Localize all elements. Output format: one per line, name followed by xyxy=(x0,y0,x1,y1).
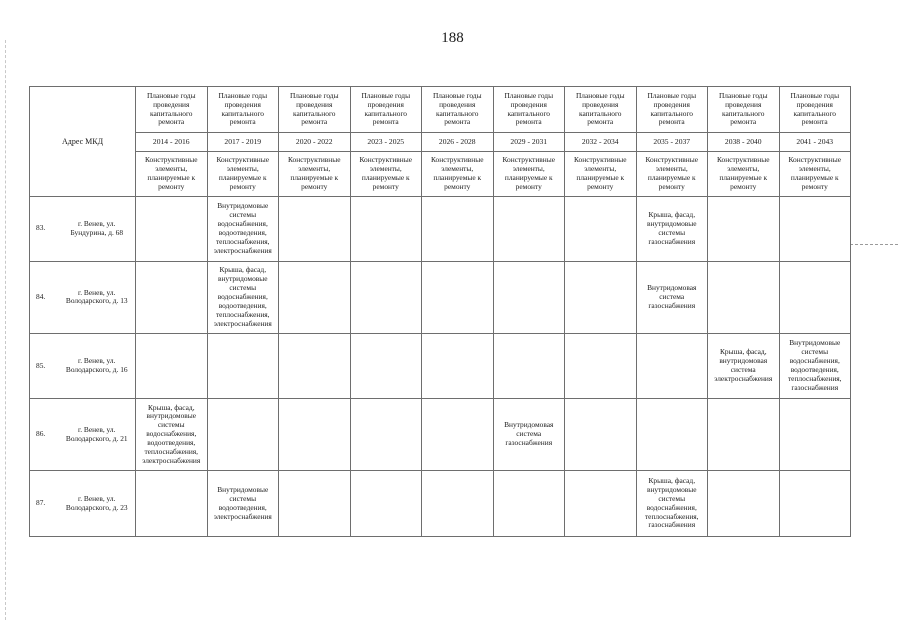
period-cell: 2035 - 2037 xyxy=(636,133,708,152)
period-cell: 2038 - 2040 xyxy=(708,133,780,152)
planned-years-header: Плановые годы проведения капитального ремонта xyxy=(779,87,851,133)
table-cell: Крыша, фасад, внутридомовая система электроснабжения xyxy=(708,334,780,399)
period-cell: 2029 - 2031 xyxy=(493,133,565,152)
row-address: г. Венев, ул. Володарского, д. 23 xyxy=(63,471,136,537)
table-cell xyxy=(422,197,494,262)
table-cell xyxy=(422,471,494,537)
planned-years-header: Плановые годы проведения капитального ремонта xyxy=(565,87,637,133)
table-cell: Крыша, фасад, внутридомовые системы водоснабжения, водоотведения, теплоснабжения, электроснабжения xyxy=(207,261,279,334)
table-cell xyxy=(779,261,851,334)
planned-years-header: Плановые годы проведения капитального ремонта xyxy=(136,87,208,133)
page-number: 188 xyxy=(441,30,464,46)
row-address: г. Венев, ул. Володарского, д. 13 xyxy=(63,261,136,334)
table-row xyxy=(30,398,851,471)
period-cell: 2017 - 2019 xyxy=(207,133,279,152)
table-cell xyxy=(493,471,565,537)
table-cell xyxy=(636,334,708,399)
table-row xyxy=(30,197,851,262)
table-cell xyxy=(565,197,637,262)
table-row xyxy=(30,334,851,399)
table-row xyxy=(30,471,851,537)
row-number: 87. xyxy=(30,471,63,537)
table-cell xyxy=(422,398,494,471)
table-cell xyxy=(350,261,422,334)
table-cell xyxy=(565,398,637,471)
table-cell xyxy=(136,471,208,537)
table-cell xyxy=(136,197,208,262)
elements-header: Конструктивные элементы, планируемые к ремонту xyxy=(279,152,351,197)
row-address: г. Венев, ул. Бундурина, д. 68 xyxy=(63,197,136,262)
period-cell: 2014 - 2016 xyxy=(136,133,208,152)
elements-header: Конструктивные элементы, планируемые к ремонту xyxy=(708,152,780,197)
table-cell: Внутридомовые системы водоотведения, электроснабжения xyxy=(207,471,279,537)
table-cell xyxy=(136,334,208,399)
period-cell: 2023 - 2025 xyxy=(350,133,422,152)
header-row-years xyxy=(30,87,851,133)
table-cell xyxy=(565,261,637,334)
row-address: г. Венев, ул. Володарского, д. 21 xyxy=(63,398,136,471)
row-number: 83. xyxy=(30,197,63,262)
table-cell: Внутридомовые системы водоснабжения, водоотведения, теплоснабжения, электроснабжения xyxy=(207,197,279,262)
table-cell xyxy=(565,334,637,399)
table-cell: Крыша, фасад, внутридомовые системы водоснабжения, теплоснабжения, газоснабжения xyxy=(636,471,708,537)
elements-header: Конструктивные элементы, планируемые к ремонту xyxy=(493,152,565,197)
table-cell xyxy=(422,334,494,399)
table-cell xyxy=(779,471,851,537)
period-cell: 2041 - 2043 xyxy=(779,133,851,152)
table-cell xyxy=(708,398,780,471)
table-cell xyxy=(350,197,422,262)
planned-years-header: Плановые годы проведения капитального ремонта xyxy=(708,87,780,133)
table-cell xyxy=(279,471,351,537)
address-header: Адрес МКД xyxy=(30,87,136,197)
table-cell xyxy=(350,398,422,471)
edge-mark xyxy=(850,244,898,245)
row-number: 86. xyxy=(30,398,63,471)
capital-repair-table xyxy=(29,86,851,537)
period-cell: 2032 - 2034 xyxy=(565,133,637,152)
header-row-elements xyxy=(30,152,851,197)
table-cell xyxy=(279,334,351,399)
table-cell xyxy=(708,471,780,537)
table-cell xyxy=(779,197,851,262)
table-cell: Крыша, фасад, внутридомовые системы водоснабжения, водоотведения, теплоснабжения, электроснабжения xyxy=(136,398,208,471)
table-cell xyxy=(493,261,565,334)
table-cell xyxy=(708,261,780,334)
period-cell: 2020 - 2022 xyxy=(279,133,351,152)
header-row-periods xyxy=(30,133,851,152)
row-address: г. Венев, ул. Володарского, д. 16 xyxy=(63,334,136,399)
table-cell xyxy=(136,261,208,334)
elements-header: Конструктивные элементы, планируемые к ремонту xyxy=(207,152,279,197)
table-cell xyxy=(350,334,422,399)
planned-years-header: Плановые годы проведения капитального ремонта xyxy=(636,87,708,133)
planned-years-header: Плановые годы проведения капитального ремонта xyxy=(350,87,422,133)
table-cell xyxy=(493,197,565,262)
row-number: 84. xyxy=(30,261,63,334)
table-cell: Внутридомовая система газоснабжения xyxy=(636,261,708,334)
table-cell xyxy=(422,261,494,334)
table-cell xyxy=(207,398,279,471)
elements-header: Конструктивные элементы, планируемые к ремонту xyxy=(350,152,422,197)
planned-years-header: Плановые годы проведения капитального ремонта xyxy=(422,87,494,133)
planned-years-header: Плановые годы проведения капитального ремонта xyxy=(279,87,351,133)
elements-header: Конструктивные элементы, планируемые к ремонту xyxy=(422,152,494,197)
table-cell xyxy=(636,398,708,471)
table-cell xyxy=(279,197,351,262)
table-cell xyxy=(779,398,851,471)
table-cell: Внутридомовая система газоснабжения xyxy=(493,398,565,471)
table-cell xyxy=(708,197,780,262)
elements-header: Конструктивные элементы, планируемые к ремонту xyxy=(779,152,851,197)
planned-years-header: Плановые годы проведения капитального ремонта xyxy=(207,87,279,133)
planned-years-header: Плановые годы проведения капитального ремонта xyxy=(493,87,565,133)
period-cell: 2026 - 2028 xyxy=(422,133,494,152)
elements-header: Конструктивные элементы, планируемые к ремонту xyxy=(136,152,208,197)
elements-header: Конструктивные элементы, планируемые к ремонту xyxy=(636,152,708,197)
table-row xyxy=(30,261,851,334)
table-cell: Крыша, фасад, внутридомовые системы газоснабжения xyxy=(636,197,708,262)
elements-header: Конструктивные элементы, планируемые к ремонту xyxy=(565,152,637,197)
table-cell xyxy=(207,334,279,399)
table-cell xyxy=(279,261,351,334)
table-cell: Внутридомовые системы водоснабжения, водоотведения, теплоснабжения, газоснабжения xyxy=(779,334,851,399)
row-number: 85. xyxy=(30,334,63,399)
table-cell xyxy=(279,398,351,471)
table-cell xyxy=(565,471,637,537)
left-margin-dots xyxy=(5,40,6,620)
table-cell xyxy=(493,334,565,399)
table-cell xyxy=(350,471,422,537)
